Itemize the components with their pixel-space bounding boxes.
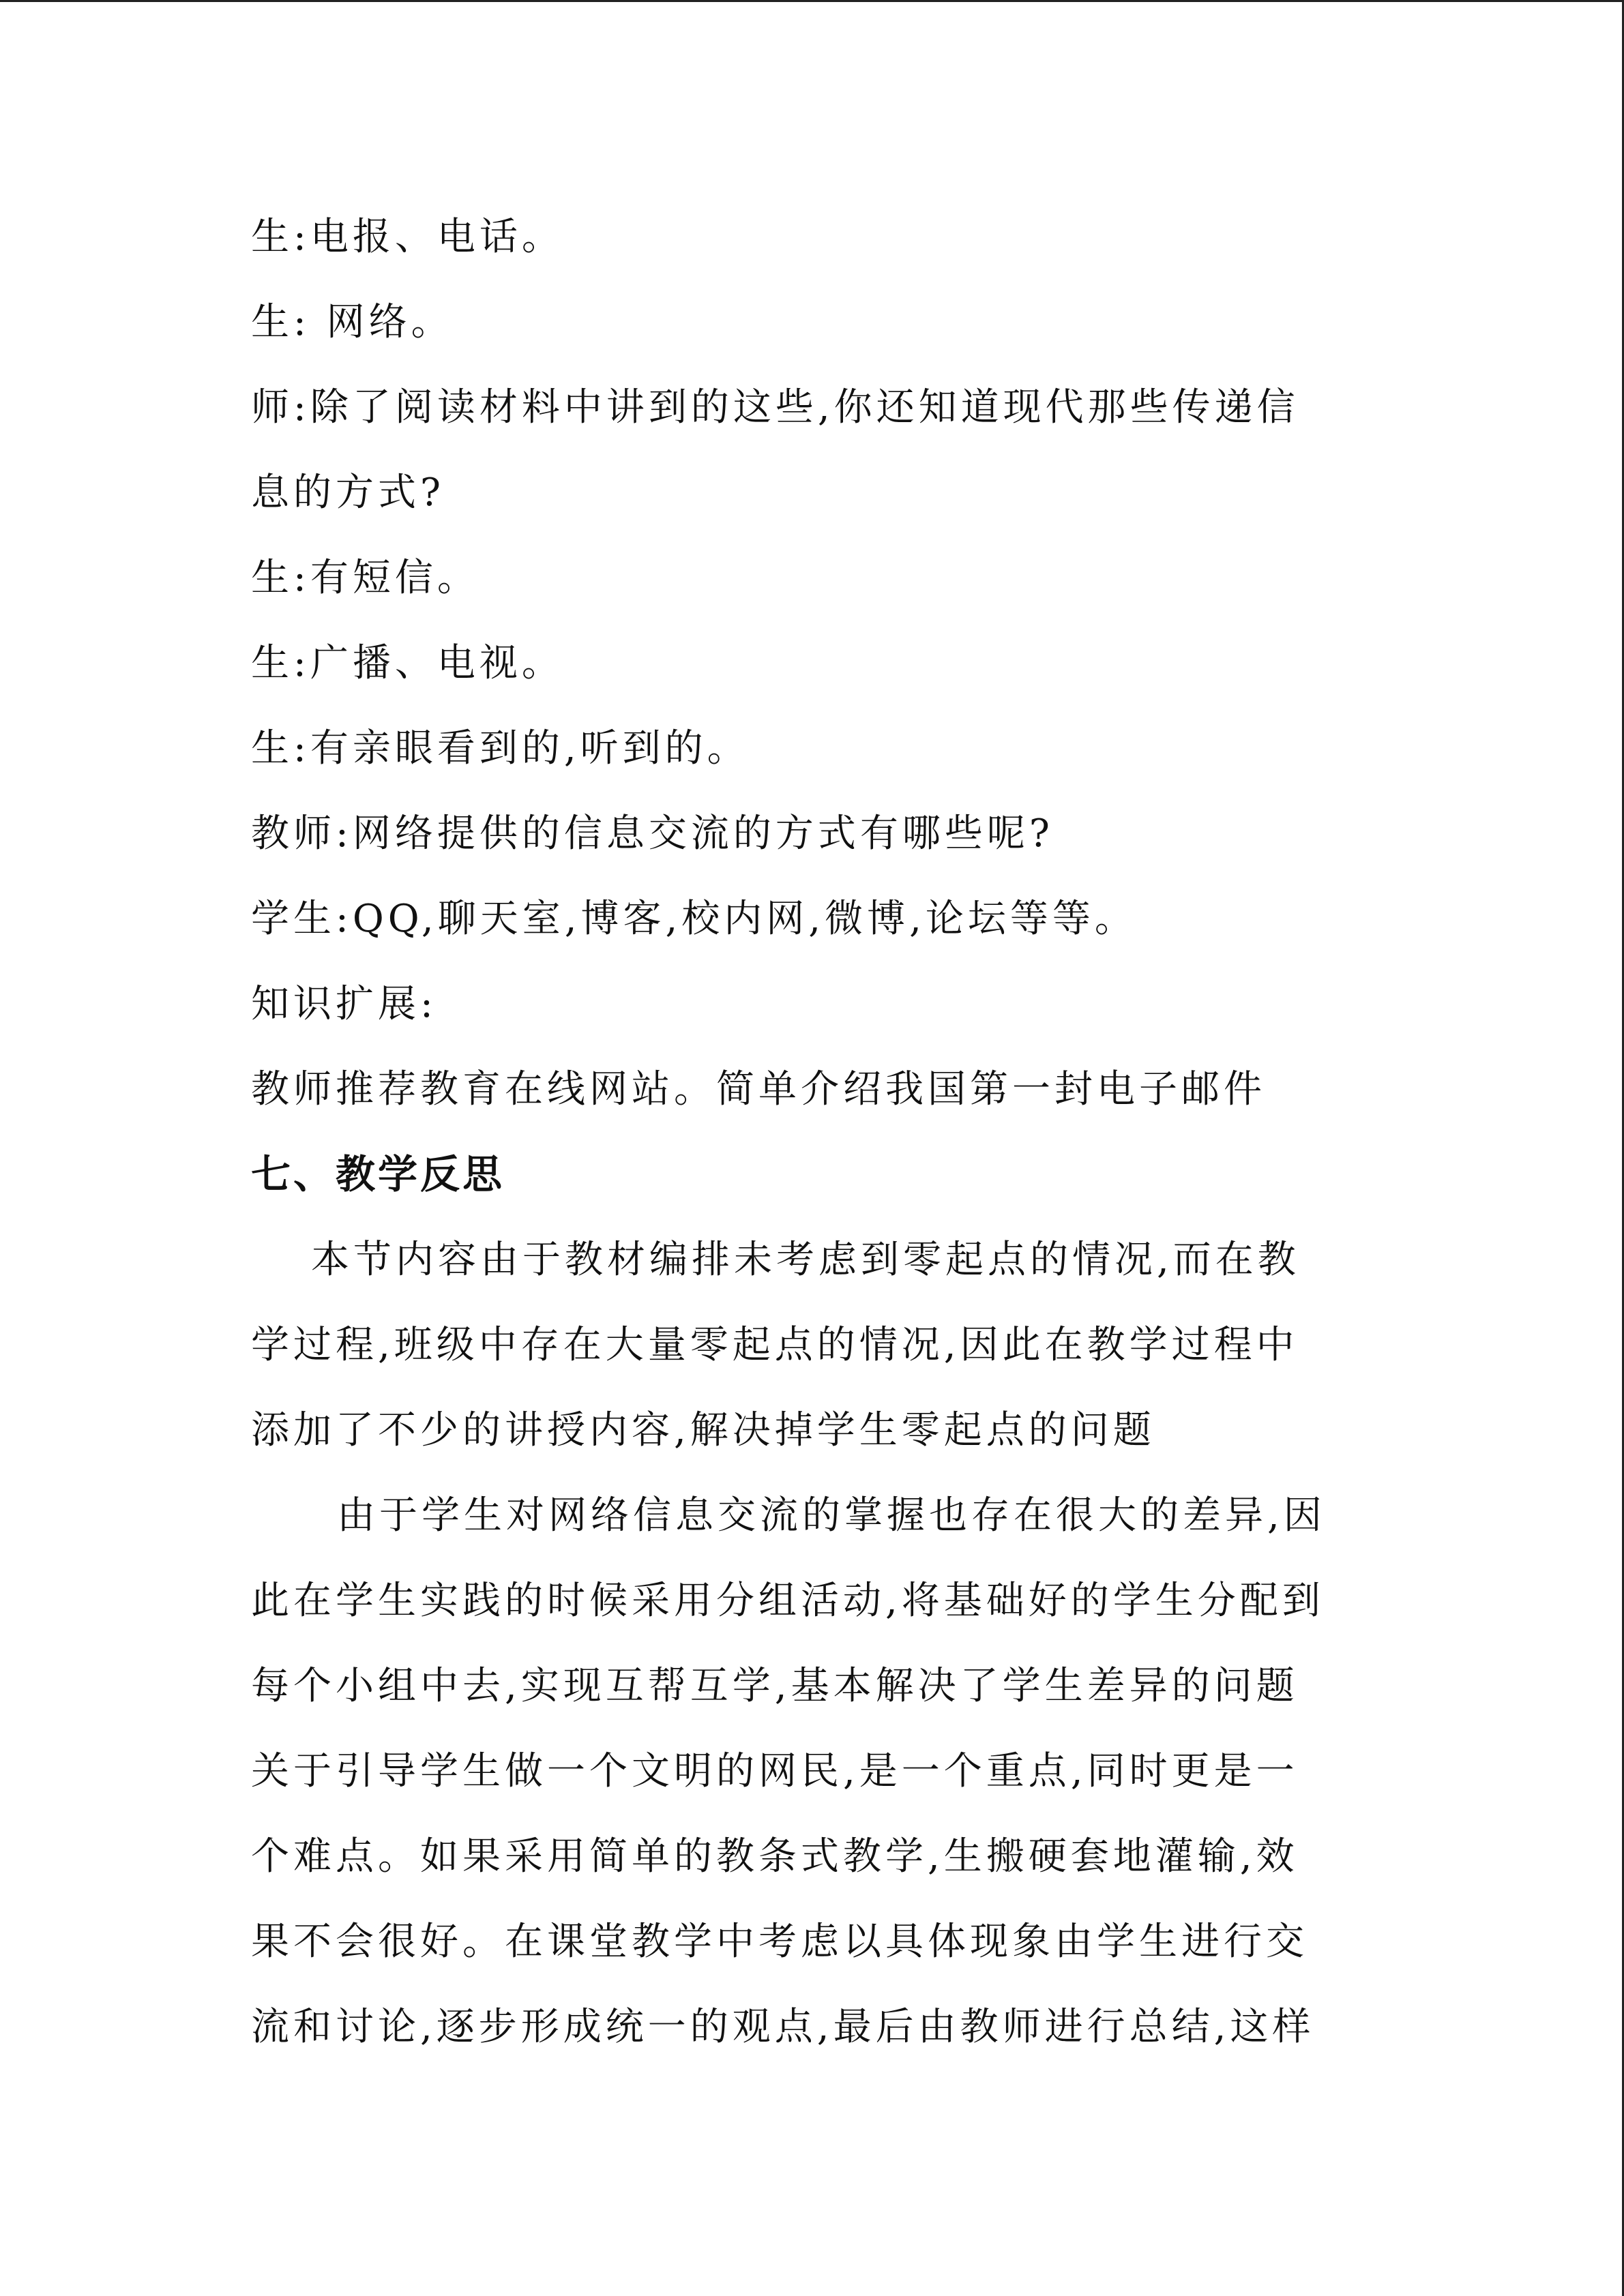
reflection-line: 每个小组中去,实现互帮互学,基本解决了学生差异的问题 xyxy=(251,1664,1299,1708)
dialogue-line: 生:广播、电视。 xyxy=(251,641,564,685)
dialogue-line: 生:有亲眼看到的,听到的。 xyxy=(251,726,750,771)
dialogue-line: 生: 网络。 xyxy=(251,300,454,344)
dialogue-line: 师:除了阅读材料中讲到的这些,你还知道现代那些传递信 xyxy=(251,385,1299,430)
dialogue-line: 知识扩展: xyxy=(251,982,437,1026)
dialogue-line: 学生:QQ,聊天室,博客,校内网,微博,论坛等等。 xyxy=(251,897,1137,941)
reflection-line: 学过程,班级中存在大量零起点的情况,因此在教学过程中 xyxy=(251,1323,1299,1367)
dialogue-line: 教师推荐教育在线网站。简单介绍我国第一封电子邮件 xyxy=(251,1067,1266,1112)
reflection-line: 添加了不少的讲授内容,解决掉学生零起点的问题 xyxy=(251,1408,1155,1452)
dialogue-line: 生:电报、电话。 xyxy=(251,215,564,259)
reflection-line: 个难点。如果采用简单的教条式教学,生搬硬套地灌输,效 xyxy=(251,1834,1299,1879)
document-body xyxy=(251,194,1370,2070)
reflection-line: 果不会很好。在课堂教学中考虑以具体现象由学生进行交 xyxy=(251,1920,1308,1964)
dialogue-line: 教师:网络提供的信息交流的方式有哪些呢? xyxy=(251,811,1054,856)
reflection-line: 此在学生实践的时候采用分组活动,将基础好的学生分配到 xyxy=(251,1579,1325,1623)
dialogue-line: 息的方式? xyxy=(251,471,445,515)
reflection-line: 流和讨论,逐步形成统一的观点,最后由教师进行总结,这样 xyxy=(251,2005,1315,2049)
page-border-top xyxy=(0,0,1624,2)
section-heading: 七、教学反思 xyxy=(251,1151,505,1197)
reflection-line: 关于引导学生做一个文明的网民,是一个重点,同时更是一 xyxy=(251,1749,1299,1793)
reflection-line: 由于学生对网络信息交流的掌握也存在很大的差异,因 xyxy=(337,1493,1326,1538)
reflection-line: 本节内容由于教材编排未考虑到零起点的情况,而在教 xyxy=(311,1238,1300,1282)
dialogue-line: 生:有短信。 xyxy=(251,556,479,600)
